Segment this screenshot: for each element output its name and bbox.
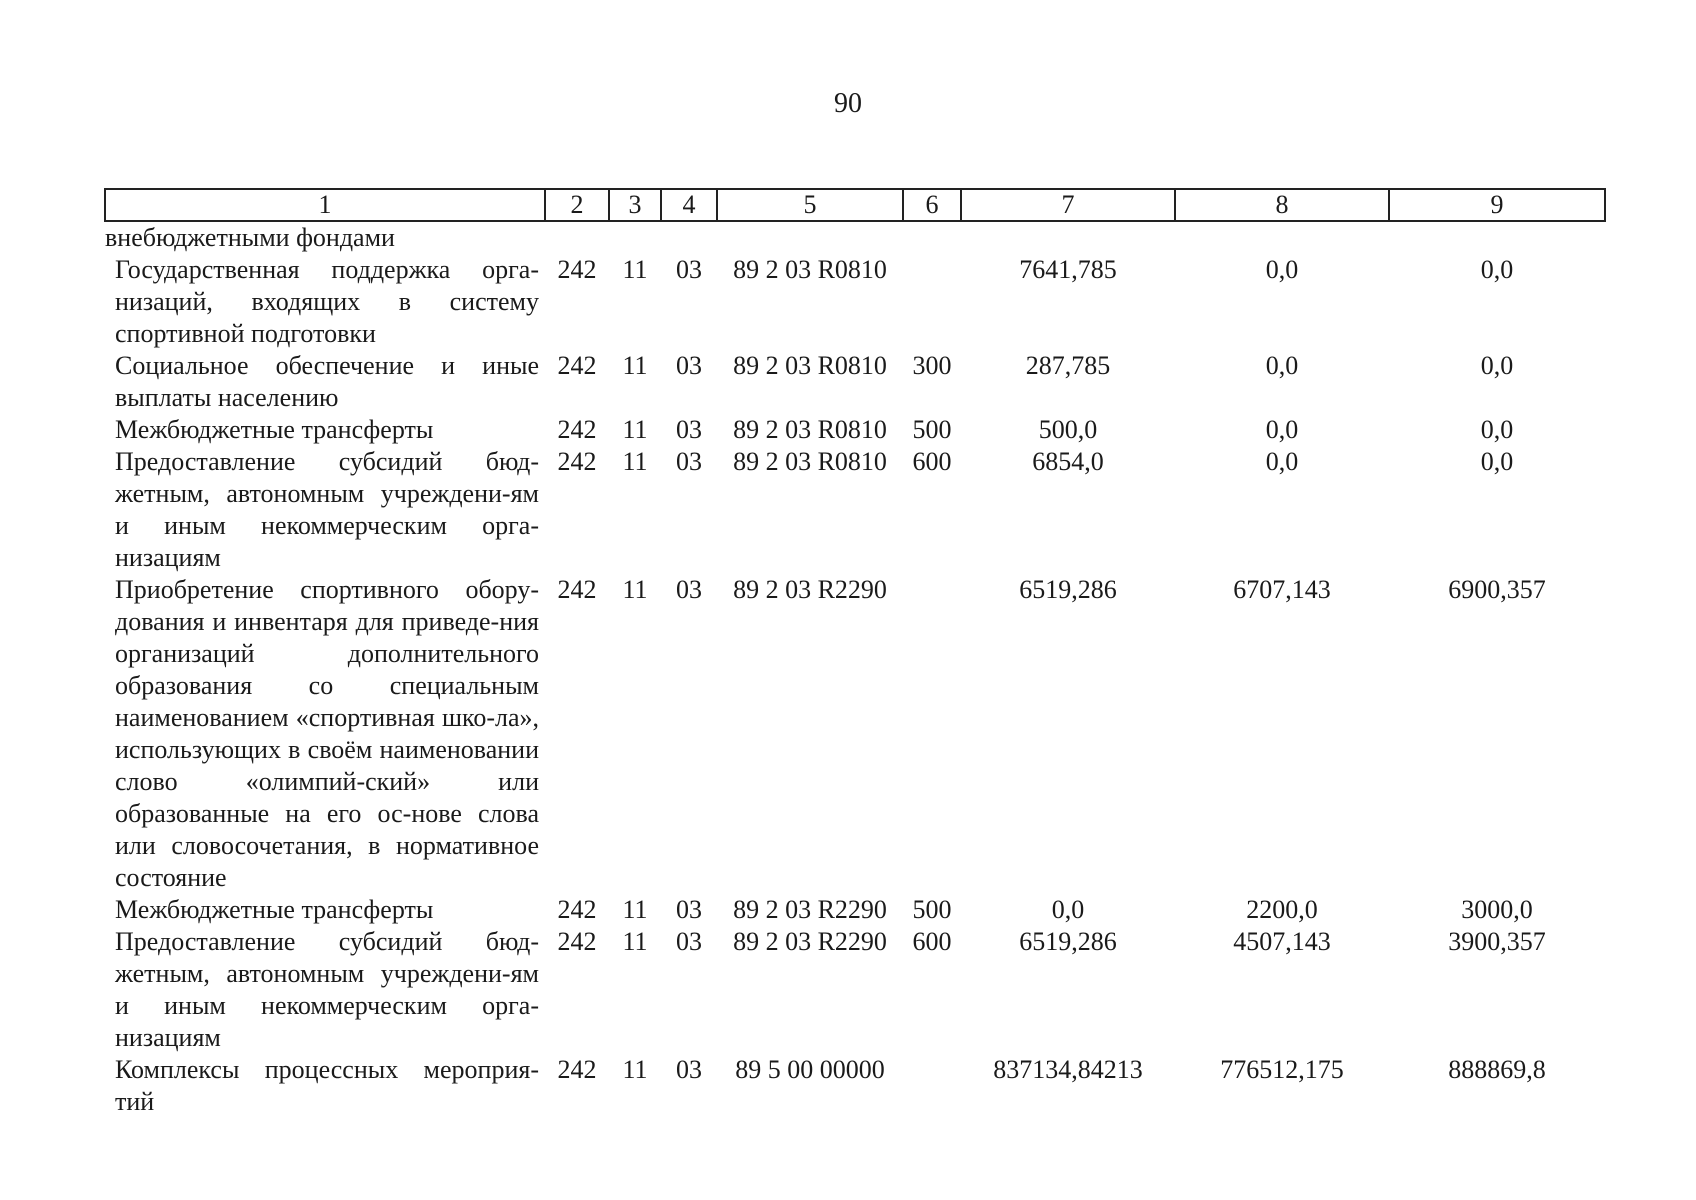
row-code-5: 89 2 03 R0810 [733, 447, 887, 476]
row-name: внебюджетными фондами [105, 223, 395, 252]
row-value-9: 3000,0 [1461, 895, 1533, 924]
row-code-3: 11 [622, 351, 648, 380]
budget-table [104, 188, 1606, 1118]
column-header-1: 1 [105, 189, 545, 221]
row-value-9: 6900,357 [1448, 575, 1546, 604]
column-header-6: 6 [903, 189, 961, 221]
row-code-2: 242 [557, 1055, 597, 1084]
row-code-2: 242 [557, 575, 597, 604]
row-value-7: 500,0 [1038, 415, 1098, 444]
row-code-2: 242 [557, 255, 597, 284]
table-row [105, 414, 1605, 446]
row-value-9: 0,0 [1480, 447, 1514, 476]
row-value-8: 4507,143 [1233, 927, 1331, 956]
table-row [105, 221, 1605, 254]
column-header-9: 9 [1389, 189, 1605, 221]
row-code-4: 03 [676, 927, 702, 956]
table-row [105, 350, 1605, 414]
row-code-5: 89 2 03 R2290 [733, 895, 887, 924]
row-code-6: 600 [912, 927, 952, 956]
row-code-6 [903, 574, 961, 894]
row-code-4: 03 [676, 1055, 702, 1084]
row-name: Предоставление субсидий бюд-жетным, автономным учреждени-ям и иным некоммерческим орга-низациям [115, 927, 539, 1052]
row-value-9: 0,0 [1480, 255, 1514, 284]
row-name: Комплексы процессных мероприя-тий [115, 1055, 539, 1116]
row-code-5: 89 2 03 R0810 [733, 255, 887, 284]
row-value-7: 287,785 [1025, 351, 1111, 380]
table-row [105, 446, 1605, 574]
row-code-3: 11 [622, 1055, 648, 1084]
row-name: Государственная поддержка орга-низаций, входящих в систему спортивной подготовки [115, 255, 539, 348]
row-code-3: 11 [622, 255, 648, 284]
table-row [105, 894, 1605, 926]
row-code-6 [903, 221, 961, 254]
row-value-8: 0,0 [1265, 447, 1299, 476]
column-header-3: 3 [609, 189, 661, 221]
row-code-5: 89 2 03 R2290 [733, 927, 887, 956]
row-code-4 [661, 221, 717, 254]
table-row [105, 574, 1605, 894]
row-value-8: 776512,175 [1220, 1055, 1344, 1084]
row-value-7: 6519,286 [1019, 575, 1117, 604]
row-code-5 [717, 221, 903, 254]
row-value-9: 0,0 [1480, 351, 1514, 380]
row-name: Межбюджетные трансферты [115, 895, 434, 924]
table-row [105, 1054, 1605, 1118]
column-header-8: 8 [1175, 189, 1389, 221]
row-code-2 [545, 221, 609, 254]
row-code-6: 300 [912, 351, 952, 380]
row-value-7: 7641,785 [1019, 255, 1117, 284]
row-value-7: 0,0 [1051, 895, 1085, 924]
row-value-8: 0,0 [1265, 351, 1299, 380]
column-header-5: 5 [717, 189, 903, 221]
row-code-5: 89 5 00 00000 [735, 1055, 885, 1084]
row-code-4: 03 [676, 255, 702, 284]
row-code-6 [903, 1054, 961, 1118]
row-code-3: 11 [622, 575, 648, 604]
row-value-8: 6707,143 [1233, 575, 1331, 604]
table-row [105, 926, 1605, 1054]
row-code-4: 03 [676, 415, 702, 444]
row-code-2: 242 [557, 927, 597, 956]
row-code-4: 03 [676, 575, 702, 604]
row-value-9 [1389, 221, 1605, 254]
row-code-3: 11 [622, 447, 648, 476]
row-value-9: 0,0 [1480, 415, 1514, 444]
row-value-9: 3900,357 [1448, 927, 1546, 956]
row-code-4: 03 [676, 351, 702, 380]
row-code-3 [609, 221, 661, 254]
header-row [105, 189, 1605, 221]
row-code-5: 89 2 03 R2290 [733, 575, 887, 604]
row-code-6: 500 [912, 895, 952, 924]
row-code-6 [903, 254, 961, 350]
row-code-2: 242 [557, 351, 597, 380]
row-code-3: 11 [622, 415, 648, 444]
row-value-7: 6519,286 [1019, 927, 1117, 956]
row-code-2: 242 [557, 415, 597, 444]
page-number: 90 [834, 88, 862, 119]
row-name: Социальное обеспечение и иные выплаты населению [115, 351, 539, 412]
row-code-2: 242 [557, 895, 597, 924]
column-header-7: 7 [961, 189, 1175, 221]
table-row [105, 254, 1605, 350]
column-header-4: 4 [661, 189, 717, 221]
row-code-5: 89 2 03 R0810 [733, 351, 887, 380]
row-value-8 [1175, 221, 1389, 254]
row-value-7: 837134,84213 [993, 1055, 1143, 1084]
row-code-6: 500 [912, 415, 952, 444]
row-value-7: 6854,0 [1032, 447, 1104, 476]
row-code-4: 03 [676, 447, 702, 476]
row-value-8: 0,0 [1265, 415, 1299, 444]
row-value-8: 2200,0 [1246, 895, 1318, 924]
row-code-2: 242 [557, 447, 597, 476]
row-code-3: 11 [622, 927, 648, 956]
row-code-6: 600 [912, 447, 952, 476]
row-name: Приобретение спортивного обору-дования и инвентаря для приведе-ния организаций дополнительного образования со специальным наименованием «спортивная шко-ла», использующих в своём наименовании слово «олимпий-ский» или образованные на его ос-нове слова или словосочетания, в нормативное состояние [115, 575, 539, 892]
row-code-4: 03 [676, 895, 702, 924]
column-header-2: 2 [545, 189, 609, 221]
row-value-9: 888869,8 [1448, 1055, 1546, 1084]
row-name: Предоставление субсидий бюд-жетным, автономным учреждени-ям и иным некоммерческим орга-низациям [115, 447, 539, 572]
row-value-8: 0,0 [1265, 255, 1299, 284]
row-value-7 [961, 221, 1175, 254]
row-code-3: 11 [622, 895, 648, 924]
row-name: Межбюджетные трансферты [115, 415, 434, 444]
row-code-5: 89 2 03 R0810 [733, 415, 887, 444]
